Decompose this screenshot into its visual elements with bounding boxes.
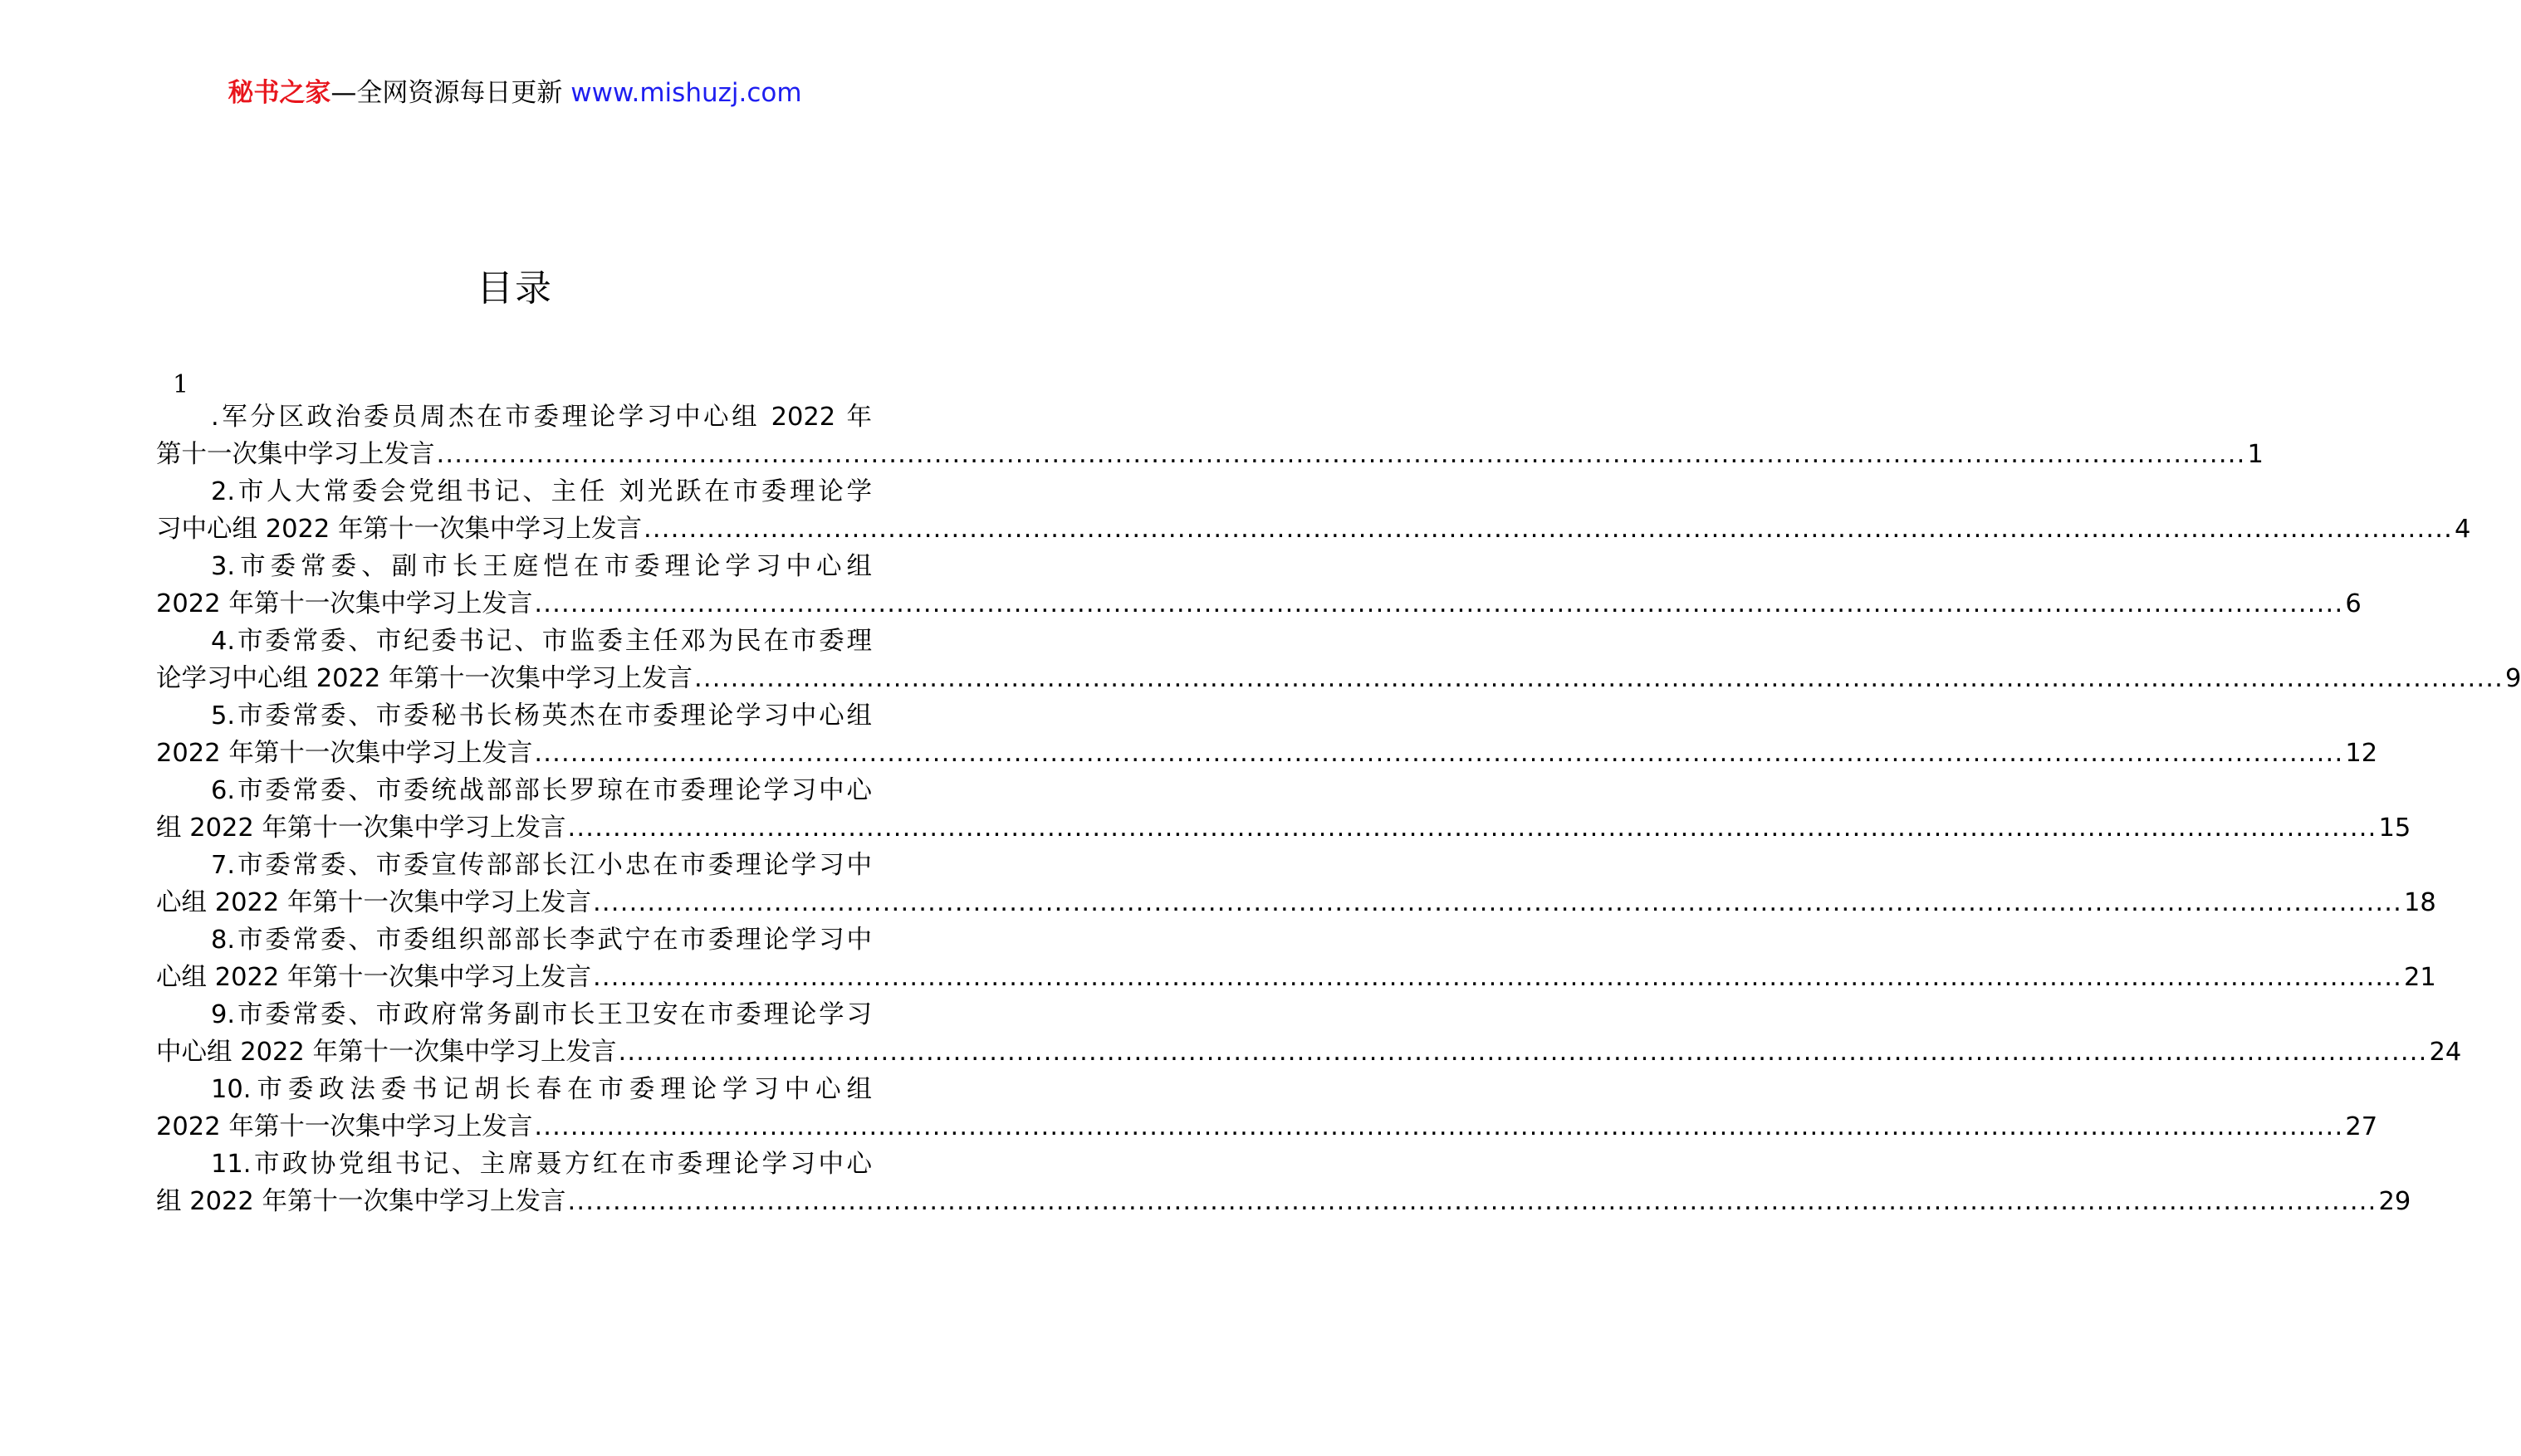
header-tagline: —全网资源每日更新 (330, 78, 571, 108)
toc-entry[interactable] (156, 697, 2378, 772)
dot-leader: ........................................................................................................................................................................................................ (694, 664, 2504, 693)
toc-entry-title-line2-row (156, 1183, 2411, 1220)
toc-entry-title-line2: 第十一次集中学习上发言 (156, 440, 435, 469)
toc-entry-title-line1: 10.市委政法委书记胡长春在市委理论学习中心组 (211, 1075, 872, 1104)
dot-leader: ........................................................................................................................................................................................................ (534, 1112, 2344, 1141)
toc-entry-title-line2: 论学习中心组 2022 年第十一次集中学习上发言 (156, 664, 693, 693)
toc-entry-title-line2: 习中心组 2022 年第十一次集中学习上发言 (156, 515, 643, 544)
toc-entry[interactable] (156, 1071, 2378, 1146)
toc-entry-title-line1: 11.市政协党组书记、主席聂方红在市委理论学习中心 (211, 1150, 872, 1179)
toc-entry[interactable] (156, 996, 2462, 1071)
toc-entry-title-line1: 2.市人大常委会党组书记、主任 刘光跃在市委理论学 (211, 477, 872, 506)
toc-entry[interactable] (156, 623, 2521, 697)
toc-stray-number: 1 (173, 370, 189, 399)
toc-entry-title-line2: 组 2022 年第十一次集中学习上发言 (156, 814, 566, 843)
toc-entry-title-line2: 心组 2022 年第十一次集中学习上发言 (156, 888, 592, 917)
toc-entry[interactable] (156, 1146, 2411, 1220)
dot-leader: ........................................................................................................................................................................................................ (436, 440, 2246, 469)
toc-entry-title-line2: 中心组 2022 年第十一次集中学习上发言 (156, 1038, 617, 1067)
toc-entry[interactable] (156, 847, 2436, 921)
toc-entry-title-line2-row (156, 959, 2436, 996)
toc-entry-title-line2-row (156, 660, 2521, 697)
toc-entry-title-line2: 心组 2022 年第十一次集中学习上发言 (156, 963, 592, 992)
toc-entry-page-number: 21 (2404, 963, 2436, 992)
toc-title: 目录 (477, 267, 553, 310)
toc-entry[interactable] (156, 398, 2264, 473)
toc-entry-title-line1: 6.市委常委、市委统战部部长罗琼在市委理论学习中心 (211, 776, 872, 805)
toc-entry-page-number: 18 (2404, 888, 2436, 917)
toc-entry-title-line2: 2022 年第十一次集中学习上发言 (156, 739, 533, 768)
toc-entry-title-line1: 7.市委常委、市委宣传部部长江小忠在市委理论学习中 (211, 851, 872, 880)
toc-entry-page-number: 9 (2505, 664, 2521, 693)
toc-entry-page-number: 24 (2429, 1038, 2462, 1067)
toc-entry-page-number: 12 (2345, 739, 2378, 768)
dot-leader: ........................................................................................................................................................................................................ (618, 1038, 2428, 1067)
toc-entry-title-line2-row (156, 585, 2362, 623)
toc-entry-title-line2-row (156, 1108, 2378, 1146)
toc-entry-title-line2-row (156, 809, 2411, 847)
toc-entry-title-line2: 组 2022 年第十一次集中学习上发言 (156, 1187, 566, 1216)
dot-leader: ........................................................................................................................................................................................................ (567, 814, 2377, 843)
toc-entry-title-line2-row (156, 436, 2264, 473)
toc-entry-page-number: 27 (2345, 1112, 2378, 1141)
toc-entry-title-line2: 2022 年第十一次集中学习上发言 (156, 1112, 533, 1141)
toc-entry[interactable] (156, 921, 2436, 996)
toc-entry-page-number: 1 (2247, 440, 2264, 469)
toc-entry-title-line2-row (156, 884, 2436, 921)
toc-entry-title-line2: 2022 年第十一次集中学习上发言 (156, 589, 533, 618)
dot-leader: ........................................................................................................................................................................................................ (567, 1187, 2377, 1216)
dot-leader: ........................................................................................................................................................................................................ (593, 888, 2403, 917)
dot-leader: ........................................................................................................................................................................................................ (593, 963, 2403, 992)
toc-entry[interactable] (156, 548, 2362, 623)
toc-entry[interactable] (156, 473, 2471, 548)
dot-leader: ........................................................................................................................................................................................................ (534, 739, 2344, 768)
toc-entry-title-line1: .军分区政治委员周杰在市委理论学习中心组 2022 年 (211, 403, 872, 432)
toc-entry-title-line2-row (156, 1033, 2462, 1071)
toc-entry-title-line1: 4.市委常委、市纪委书记、市监委主任邓为民在市委理 (211, 627, 872, 656)
toc-entry-title-line1: 3.市委常委、副市长王庭恺在市委理论学习中心组 (211, 552, 872, 581)
dot-leader: ........................................................................................................................................................................................................ (534, 589, 2344, 618)
toc-entry-title-line1: 5.市委常委、市委秘书长杨英杰在市委理论学习中心组 (211, 701, 872, 730)
toc-entry-page-number: 15 (2378, 814, 2411, 843)
page-header (0, 76, 1030, 110)
toc-entry[interactable] (156, 772, 2411, 847)
brand-name: 秘书之家 (228, 78, 331, 108)
toc-entry-page-number: 4 (2455, 515, 2471, 544)
toc-entry-title-line2-row (156, 511, 2471, 548)
toc-entry-title-line1: 9.市委常委、市政府常务副市长王卫安在市委理论学习 (211, 1000, 872, 1029)
dot-leader: ........................................................................................................................................................................................................ (644, 515, 2454, 544)
website-link[interactable]: www.mishuzj.com (570, 78, 802, 108)
toc-entry-page-number: 6 (2345, 589, 2362, 618)
toc-entry-page-number: 29 (2378, 1187, 2411, 1216)
toc-entry-title-line1: 8.市委常委、市委组织部部长李武宁在市委理论学习中 (211, 926, 872, 955)
toc-entry-title-line2-row (156, 735, 2378, 772)
table-of-contents (156, 398, 2521, 1220)
